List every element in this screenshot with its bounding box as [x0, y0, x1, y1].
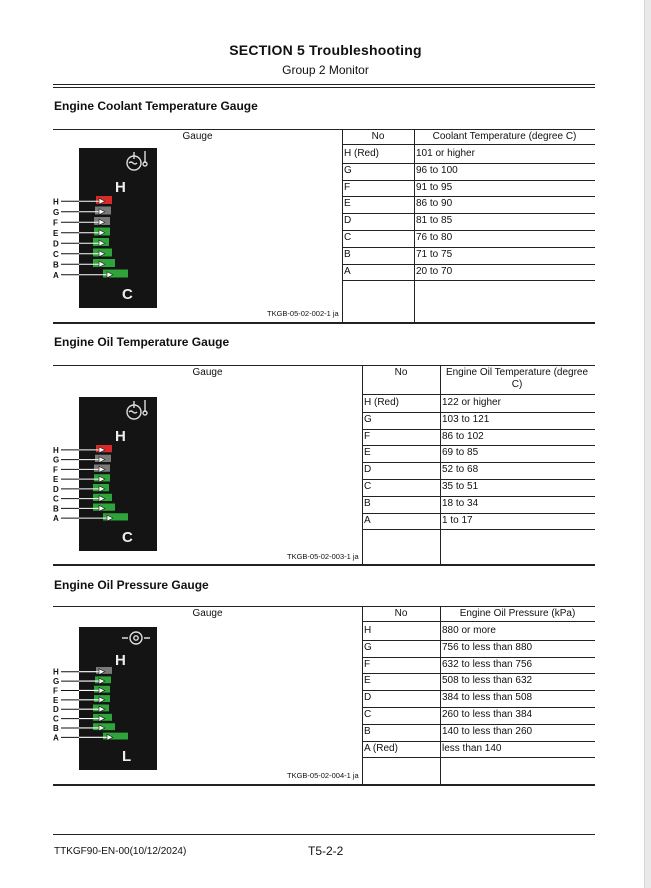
- pointer-label-f: F: [53, 465, 58, 475]
- pointer-label-a: A: [53, 733, 59, 743]
- row-value-cell: 52 to 68: [442, 464, 479, 476]
- oil-temp-gauge-table: [53, 365, 595, 566]
- header-rule: [53, 84, 595, 85]
- row-no-cell: H: [364, 625, 372, 636]
- pointer-label-b: B: [53, 260, 59, 270]
- figure-code: TKGB-05-02-004-1 ja: [287, 771, 359, 780]
- row-no-cell: E: [364, 447, 371, 459]
- coolant-gauge-figure: [53, 148, 157, 308]
- page-number: T5-2-2: [308, 844, 344, 858]
- row-value-cell: 69 to 85: [442, 447, 479, 459]
- row-no-cell: B: [344, 248, 351, 260]
- row-rule: [362, 496, 595, 497]
- gauge-panel: [79, 148, 157, 308]
- row-no-cell: A (Red): [364, 742, 398, 754]
- header-rule: [362, 621, 595, 622]
- gauge-column-header: Gauge: [182, 131, 213, 142]
- footer-rule: [53, 834, 595, 835]
- row-no-cell: E: [344, 198, 351, 210]
- row-value-cell: 384 to less than 508: [442, 692, 533, 704]
- page-edge: [644, 0, 651, 888]
- gauge-high-label: H: [115, 428, 126, 445]
- value-column-header: Engine Oil Temperature (degree C): [445, 367, 589, 390]
- row-no-cell: C: [364, 709, 372, 720]
- row-no-cell: D: [364, 692, 372, 704]
- row-value-cell: 260 to less than 384: [442, 709, 533, 720]
- row-value-cell: 96 to 100: [416, 164, 458, 176]
- gauge-segment-h: [96, 667, 112, 674]
- pointer-label-b: B: [53, 504, 59, 514]
- pointer-label-g: G: [53, 677, 60, 687]
- gauge-low-label: C: [122, 529, 133, 546]
- row-value-cell: 122 or higher: [442, 397, 501, 408]
- no-column-header: No: [371, 131, 385, 142]
- row-value-cell: 101 or higher: [416, 148, 475, 159]
- row-rule: [362, 513, 595, 514]
- row-value-cell: 76 to 80: [416, 232, 453, 243]
- pointer-label-c: C: [53, 494, 59, 504]
- pointer-label-h: H: [53, 667, 59, 677]
- gauge-panel: [79, 397, 157, 551]
- row-no-cell: E: [364, 675, 371, 687]
- row-value-cell: less than 140: [442, 742, 502, 754]
- row-rule: [362, 462, 595, 463]
- pointer-label-e: E: [53, 695, 59, 705]
- pointer-label-h: H: [53, 197, 59, 207]
- row-rule: [342, 280, 595, 281]
- value-column-header: Engine Oil Pressure (kPa): [459, 608, 576, 619]
- pointer-label-e: E: [53, 475, 59, 485]
- pointer-label-c: C: [53, 714, 59, 724]
- gauge-low-label: L: [122, 748, 132, 765]
- row-no-cell: H (Red): [344, 148, 380, 159]
- figure-code: TKGB-05-02-002-1 ja: [267, 309, 339, 318]
- pointer-label-g: G: [53, 455, 60, 465]
- pointer-label-e: E: [53, 228, 59, 238]
- row-value-cell: 756 to less than 880: [442, 641, 533, 653]
- row-no-cell: G: [364, 413, 372, 425]
- row-no-cell: C: [364, 481, 372, 492]
- row-value-cell: 81 to 85: [416, 215, 453, 227]
- row-no-cell: B: [364, 497, 371, 509]
- no-column-header: No: [394, 367, 408, 378]
- gauge-high-label: H: [115, 652, 126, 669]
- row-value-cell: 35 to 51: [442, 481, 479, 492]
- header-rule: [53, 87, 595, 88]
- row-value-cell: 86 to 90: [416, 198, 453, 210]
- row-no-cell: F: [364, 658, 371, 670]
- row-rule: [362, 529, 595, 530]
- pointer-label-d: D: [53, 484, 59, 494]
- pointer-label-h: H: [53, 445, 59, 455]
- column-divider: [362, 366, 363, 564]
- document-code: TTKGF90-EN-00(10/12/2024): [54, 846, 187, 857]
- row-no-cell: A: [364, 514, 371, 526]
- gauge-panel: [79, 627, 157, 770]
- row-value-cell: 103 to 121: [442, 413, 490, 425]
- row-value-cell: 71 to 75: [416, 248, 453, 260]
- group-title: Group 2 Monitor: [282, 63, 369, 77]
- pointer-label-f: F: [53, 218, 58, 228]
- row-no-cell: D: [364, 464, 372, 476]
- row-no-cell: H (Red): [364, 397, 400, 408]
- figure-code: TKGB-05-02-003-1 ja: [287, 552, 359, 561]
- column-divider: [342, 130, 343, 322]
- row-rule: [342, 247, 595, 248]
- oil-temp-gauge-figure: [53, 397, 157, 551]
- value-column-header: Coolant Temperature (degree C): [432, 131, 577, 142]
- gauge-segment-b: [93, 259, 115, 267]
- gauge-segment-h: [96, 196, 112, 204]
- row-no-cell: A: [344, 265, 351, 277]
- row-value-cell: 20 to 70: [416, 265, 453, 277]
- pointer-label-a: A: [53, 270, 59, 280]
- section-title: SECTION 5 Troubleshooting: [229, 42, 422, 58]
- pointer-label-d: D: [53, 705, 59, 715]
- row-no-cell: G: [364, 641, 372, 653]
- row-no-cell: B: [364, 725, 371, 737]
- row-rule: [362, 445, 595, 446]
- gauge-segment-b: [93, 723, 115, 730]
- row-no-cell: C: [344, 232, 352, 243]
- row-rule: [342, 196, 595, 197]
- gauge-low-label: C: [122, 286, 133, 303]
- row-no-cell: F: [364, 430, 371, 442]
- row-no-cell: D: [344, 215, 352, 227]
- row-value-cell: 1 to 17: [442, 514, 473, 526]
- pointer-label-b: B: [53, 723, 59, 733]
- coolant-gauge-heading: Engine Coolant Temperature Gauge: [54, 99, 258, 113]
- row-no-cell: G: [344, 164, 352, 176]
- row-rule: [362, 757, 595, 758]
- row-rule: [362, 479, 595, 480]
- gauge-column-header: Gauge: [192, 608, 223, 619]
- pointer-label-d: D: [53, 239, 59, 249]
- row-rule: [342, 213, 595, 214]
- header-rule: [362, 394, 595, 395]
- pointer-label-c: C: [53, 249, 59, 259]
- pointer-label-f: F: [53, 686, 58, 696]
- row-value-cell: 140 to less than 260: [442, 725, 533, 737]
- oil-pressure-gauge-heading: Engine Oil Pressure Gauge: [54, 578, 209, 592]
- row-value-cell: 508 to less than 632: [442, 675, 533, 687]
- gauge-segment-h: [96, 445, 112, 452]
- oil-pressure-gauge-table: [53, 606, 595, 786]
- header-rule: [342, 144, 595, 145]
- pointer-label-g: G: [53, 207, 60, 217]
- oil-temp-gauge-heading: Engine Oil Temperature Gauge: [54, 335, 230, 349]
- row-rule: [342, 264, 595, 265]
- column-divider: [440, 366, 441, 564]
- gauge-high-label: H: [115, 179, 126, 196]
- no-column-header: No: [394, 608, 408, 619]
- row-value-cell: 86 to 102: [442, 430, 484, 442]
- row-value-cell: 91 to 95: [416, 181, 453, 193]
- oil-pressure-gauge-figure: [53, 627, 157, 770]
- row-value-cell: 880 or more: [442, 625, 496, 636]
- pointer-label-a: A: [53, 514, 59, 524]
- gauge-column-header: Gauge: [192, 367, 223, 378]
- row-rule: [342, 230, 595, 231]
- column-divider: [414, 130, 415, 322]
- row-value-cell: 18 to 34: [442, 497, 479, 509]
- coolant-gauge-table: [53, 129, 595, 324]
- row-no-cell: F: [344, 181, 351, 193]
- row-rule: [342, 163, 595, 164]
- gauge-segment-b: [93, 504, 115, 511]
- row-rule: [342, 180, 595, 181]
- row-value-cell: 632 to less than 756: [442, 658, 533, 670]
